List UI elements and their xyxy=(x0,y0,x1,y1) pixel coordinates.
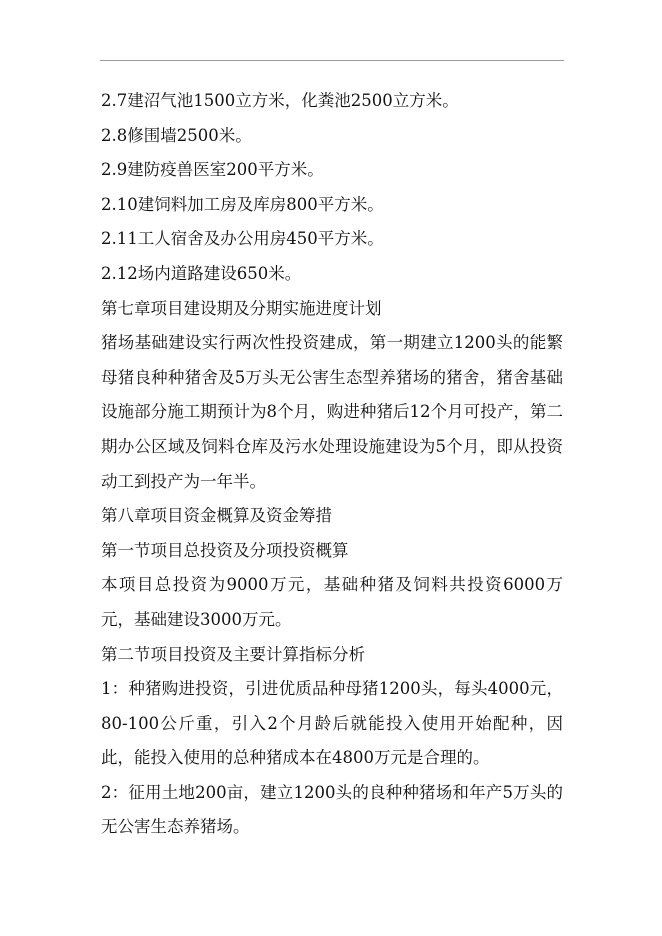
item-2-7: 2.7建沼气池1500立方米，化粪池2500立方米。 xyxy=(101,91,459,110)
item-2-11: 2.11工人宿舍及办公用房450平方米。 xyxy=(101,229,384,249)
item-2-9: 2.9建防疫兽医室200平方米。 xyxy=(101,160,324,180)
chapter-8-heading: 第八章项目资金概算及资金筹措 xyxy=(101,506,332,526)
section-2-item-1: 1：种猪购进投资，引进优质品种母猪1200头，每头4000元，80-100公斤重，引入2个月龄后就能投入使用开始配种，因此，能投入使用的总种猪成本在4800万元是合理的。 xyxy=(101,679,563,768)
header-rule xyxy=(100,60,564,61)
item-2-8: 2.8修围墙2500米。 xyxy=(101,125,252,145)
item-2-10: 2.10建饲料加工房及库房800平方米。 xyxy=(101,194,384,214)
section-1-body: 本项目总投资为9000万元，基础种猪及饲料共投资6000万元，基础建设3000万元。 xyxy=(101,575,563,629)
section-2-item-2: 2：征用土地200亩，建立1200头的良种种猪场和年产5万头的无公害生态养猪场。 xyxy=(101,782,563,837)
chapter-7-body: 猪场基础建设实行两次性投资建成，第一期建立1200头的能繁母猪良种种猪舍及5万头无公害生态型养猪场的猪舍，猪舍基础设施部分施工期预计为8个月，购进种猪后12个月可投产，第二期办公区域及饲料仓库及污水处理设施建设为5个月，即从投资动工到投产为一年半。 xyxy=(101,333,563,491)
section-1-heading: 第一节项目总投资及分项投资概算 xyxy=(101,540,349,560)
chapter-7-heading: 第七章项目建设期及分期实施进度计划 xyxy=(101,298,382,318)
document-body xyxy=(101,84,563,845)
section-2-heading: 第二节项目投资及主要计算指标分析 xyxy=(101,644,365,664)
item-2-12: 2.12场内道路建设650米。 xyxy=(101,263,302,283)
